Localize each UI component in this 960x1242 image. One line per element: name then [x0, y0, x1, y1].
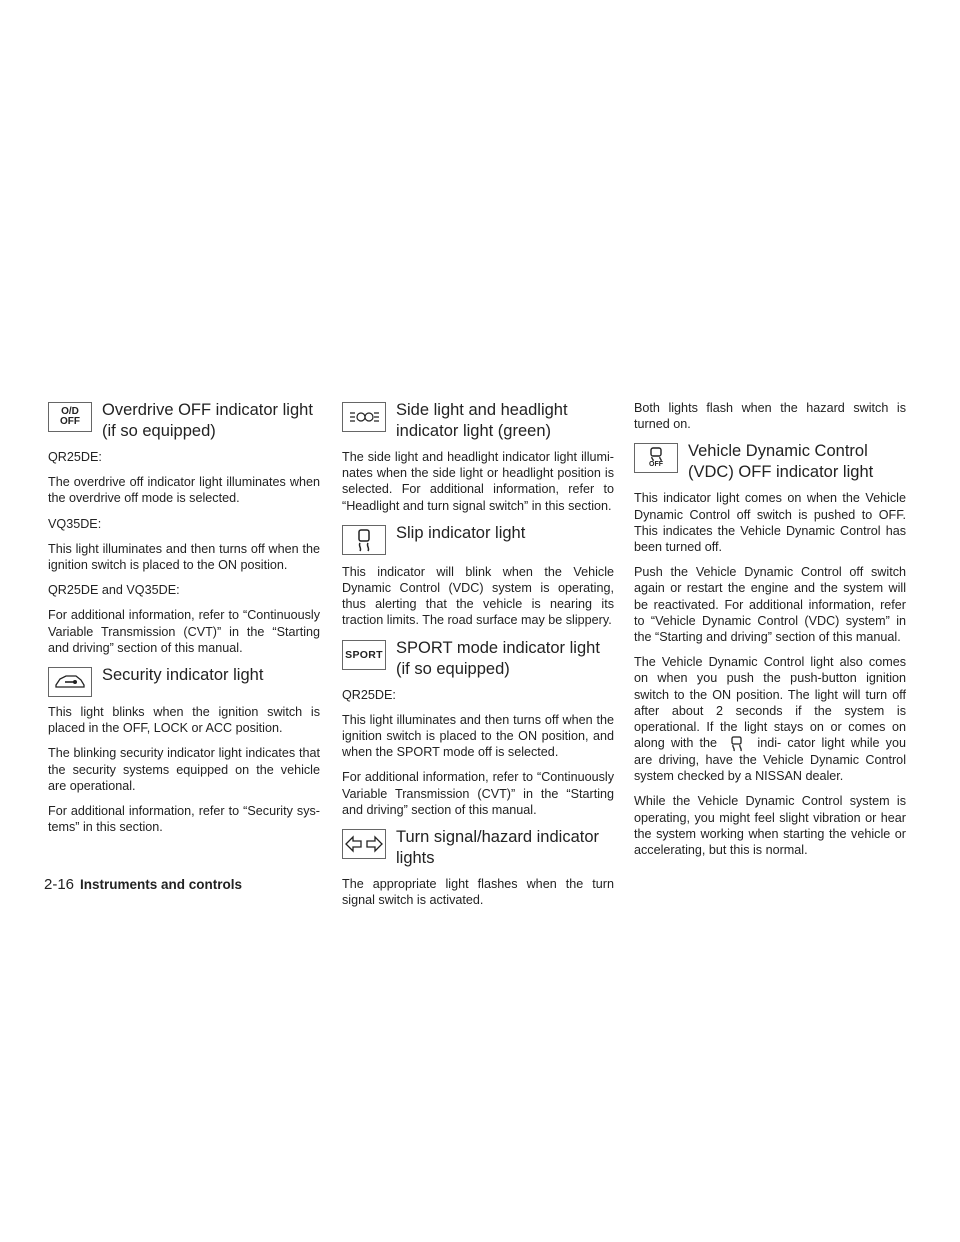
- paragraph: The Vehicle Dynamic Control light also comes on when you push the push-button ignition switch to the ON position. The light will turn off after about 2 seconds if the system is operational. If the light stays on or comes on along with the indi- cator light while you are driving, have the Vehicle Dynamic Control system checked by a NISSAN dealer.: [634, 655, 906, 784]
- paragraph: The blinking security indicator light indicates that the security systems equipped on the vehicle are operational.: [48, 746, 320, 793]
- paragraph: The overdrive off indicator light illuminates when the overdrive off mode is selected.: [48, 475, 320, 506]
- paragraph: This light blinks when the ignition switch is placed in the OFF, LOCK or ACC position.: [48, 705, 320, 736]
- paragraph: This indicator will blink when the Vehicle Dynamic Control (VDC) system is operating, thus alerting that the vehicle is nearing its traction limits. The road surface may be slippery.: [342, 564, 614, 628]
- section-title: Instruments and controls: [80, 877, 243, 892]
- vdc-off-title: Vehicle Dynamic Control (VDC) OFF indicator light: [688, 442, 874, 482]
- paragraph: For additional information, refer to “Security sys- tems” in this section.: [48, 804, 320, 835]
- paragraph: For additional information, refer to “Continuously Variable Transmission (CVT)” in the “Starting and driving” section of this manual.: [342, 770, 614, 817]
- paragraph: Push the Vehicle Dynamic Control off switch again or restart the engine and the system will be reactivated. For additional information, refer to “Vehicle Dynamic Control (VDC) system” in the “Starting and driving” section of this manual.: [634, 565, 906, 645]
- paragraph: QR25DE:: [48, 450, 102, 464]
- od-off-icon: O/D OFF: [48, 402, 92, 432]
- paragraph: The side light and headlight indicator light illumi- nates when the side light or headlight position is selected. For additional information, refer to “Headlight and turn signal switch” in this section.: [342, 450, 614, 513]
- column-2: [342, 400, 614, 917]
- security-title: Security indicator light: [102, 666, 264, 685]
- vdc-off-heading: [634, 441, 906, 483]
- paragraph: Both lights flash when the hazard switch is turned on.: [634, 401, 906, 432]
- slip-heading: [342, 523, 614, 557]
- paragraph: VQ35DE:: [48, 516, 102, 531]
- security-car-icon: [48, 667, 92, 697]
- vdc-off-icon: OFF: [634, 443, 678, 473]
- side-light-headlight-icon: [342, 402, 386, 432]
- slip-icon: [342, 525, 386, 555]
- side-light-heading: [342, 400, 614, 442]
- paragraph: This light illuminates and then turns off when the ignition switch is placed to the ON position, and when the SPORT mode off is selected.: [342, 712, 614, 760]
- sport-title: SPORT mode indicator light (if so equipped): [396, 638, 600, 678]
- paragraph: This light illuminates and then turns off when the ignition switch is placed to the ON position.: [48, 541, 320, 573]
- sport-heading: [342, 638, 614, 680]
- page-number: 2-16: [44, 876, 75, 893]
- turn-signal-heading: [342, 827, 614, 869]
- column-1: [48, 400, 320, 844]
- od-off-heading: [48, 400, 320, 442]
- column-3: [634, 400, 906, 867]
- turn-signal-title: Turn signal/hazard indicator lights: [396, 828, 599, 868]
- page-footer: [44, 876, 242, 893]
- paragraph: This indicator light comes on when the Vehicle Dynamic Control off switch is pushed to OFF. This indicates the Vehicle Dynamic Control has been turned off.: [634, 491, 906, 555]
- slip-inline-icon: [723, 736, 751, 752]
- od-off-title: Overdrive OFF indicator light (if so equipped): [102, 401, 313, 440]
- sport-icon: SPORT: [342, 640, 386, 670]
- paragraph: QR25DE and VQ35DE:: [48, 583, 180, 598]
- slip-title: Slip indicator light: [396, 523, 526, 542]
- paragraph: While the Vehicle Dynamic Control system is operating, you might feel slight vibration or hear the system working when starting the vehicle or accelerating, but this is normal.: [634, 794, 906, 857]
- paragraph: The appropriate light flashes when the turn signal switch is activated.: [342, 877, 614, 908]
- paragraph: For additional information, refer to “Continuously Variable Transmission (CVT)” in the “Starting and driving” section of this manual.: [48, 608, 320, 655]
- security-heading: [48, 665, 320, 697]
- side-light-title: Side light and headlight indicator light (green): [396, 401, 568, 440]
- paragraph: QR25DE:: [342, 687, 396, 702]
- turn-signal-icon: [342, 829, 386, 859]
